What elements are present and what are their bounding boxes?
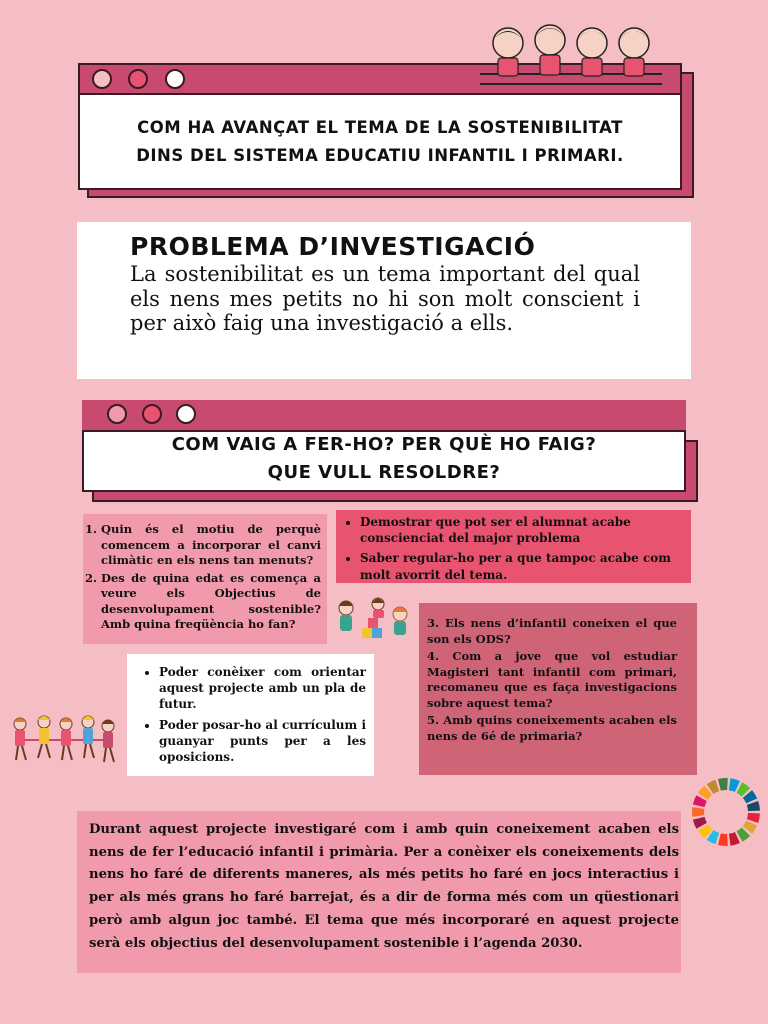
kids-playing-blocks-illustration (334, 596, 414, 644)
questions-card-b (419, 603, 697, 775)
window-dot-5 (142, 404, 162, 424)
window-dot-1 (92, 69, 112, 89)
method-line-2: QUE VULL RESOLDRE? (267, 462, 501, 483)
window-dot-6 (176, 404, 196, 424)
children-group-illustration (478, 18, 664, 92)
goals-card-b (127, 654, 374, 776)
questions-card-a (83, 514, 327, 644)
sdg-wheel-segment (692, 807, 704, 817)
window-dot-4 (107, 404, 127, 424)
sdg-wheel-segment (747, 813, 760, 823)
sdg-wheel-segment (718, 778, 728, 791)
problem-text: La sostenibilitat es un tema important del qual els nens mes petits no hi son molt conscient i per això faig una investigació a ells. (130, 262, 640, 336)
problem-heading: PROBLEMA D’INVESTIGACIÓ (130, 232, 536, 261)
kids-holding-hands-illustration (8, 712, 118, 768)
list-item: • Poder conèixer com orientar aquest projecte amb un pla de futur. (159, 664, 366, 713)
list-item: 5. Amb quins coneixements acaben els nens de 6é de primaria? (427, 713, 677, 743)
sdg-color-wheel-icon (690, 776, 762, 848)
method-line-1: COM VAIG A FER-HO? PER QUÈ HO FAIG? (171, 434, 597, 455)
goals-card-a (336, 510, 691, 583)
sdg-wheel-segment (718, 833, 728, 846)
method-strip (82, 400, 686, 430)
method-title-box (82, 430, 686, 492)
window-dot-2 (128, 69, 148, 89)
list-item: • Poder posar-ho al currículum i guanyar punts per a les oposicions. (159, 717, 366, 766)
summary-card (77, 811, 681, 973)
list-item: 2. Des de quina edat es comença a veure els Objectius de desenvolupament sostenible? Amb quina freqüència ho fan? (101, 571, 321, 633)
sdg-wheel-segment (747, 801, 760, 811)
list-item: • Demostrar que pot ser el alumnat acabe conscienciat del major problema (360, 514, 683, 546)
list-item: • Saber regular-ho per a que tampoc acabe com molt avorrit del tema. (360, 550, 683, 582)
list-item: 1. Quin és el motiu de perquè comencem a incorporar el canvi climàtic en els nens tan menuts? (101, 522, 321, 569)
summary-text: Durant aquest projecte investigaré com i amb quin coneixement acaben els nens de fer l’educació infantil i primària. Per a conèixer els coneixements dels nens ho faré de diferents maneres, als més petits ho faré en jocs interactius i per als més grans ho faré barrejat, és a dir de forma més com un qüestionari però amb algun joc també. El tema que més incorporaré en aquest projecte serà els objectius del desenvolupament sostenible i l’agenda 2030. (89, 822, 679, 951)
list-item: 3. Els nens d’infantil coneixen el que son els ODS? (427, 616, 677, 646)
header-title-box (78, 93, 682, 190)
window-dot-3 (165, 69, 185, 89)
list-item: 4. Com a jove que vol estudiar Magisteri tant infantil com primari, recomaneu que es faça investigacions sobre aquest tema? (427, 649, 677, 710)
page-title: COM HA AVANÇAT EL TEMA DE LA SOSTENIBILITAT DINS DEL SISTEMA EDUCATIU INFANTIL I PRIMARI. (136, 118, 624, 165)
